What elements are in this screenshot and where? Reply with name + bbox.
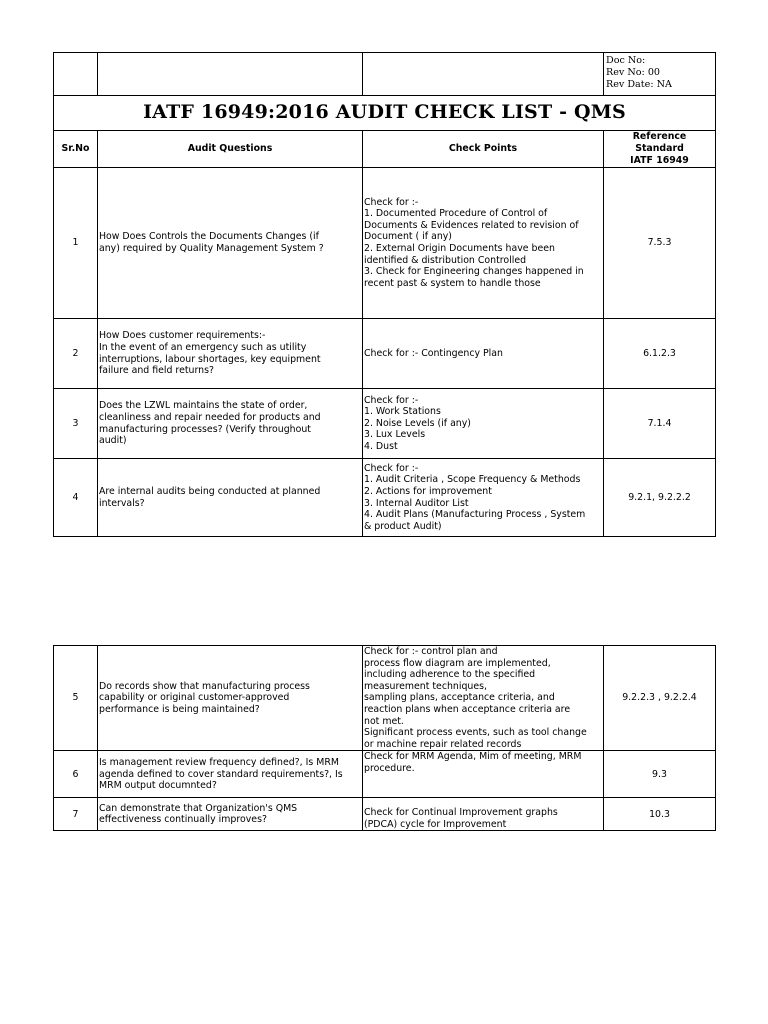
header-row [54, 131, 716, 168]
doc-info-cell [604, 53, 716, 96]
table-row [54, 646, 716, 751]
row-reference: 7.1.4 [604, 389, 716, 459]
row-sr-no: 1 [54, 168, 98, 319]
rev-no: Rev No: 00 [606, 67, 661, 78]
row-question: Do records show that manufacturing process capability or original customer-approved performance is being maintained? [98, 646, 363, 751]
row-sr-no: 2 [54, 319, 98, 389]
header-reference-standard: Reference Standard IATF 16949 [604, 131, 716, 168]
title-row [54, 96, 716, 131]
audit-checklist-table-page2 [53, 645, 716, 831]
header-sr-no: Sr.No [54, 131, 98, 168]
row-check-points: Check for Continual Improvement graphs (PDCA) cycle for Improvement [363, 798, 604, 831]
row-sr-no: 4 [54, 459, 98, 537]
row-check-points: Check for :- 1. Audit Criteria , Scope Frequency & Methods 2. Actions for improvement 3. Internal Auditor List 4. Audit Plans (Manufacturing Process , System & product Audit) [363, 459, 604, 537]
row-question: Does the LZWL maintains the state of order, cleanliness and repair needed for products and manufacturing processes? (Verify throughout audit) [98, 389, 363, 459]
audit-checklist-table-page1 [53, 52, 716, 537]
blank-cell [54, 53, 98, 96]
header-check-points: Check Points [363, 131, 604, 168]
row-check-points: Check for :- 1. Work Stations 2. Noise Levels (if any) 3. Lux Levels 4. Dust [363, 389, 604, 459]
blank-cell [98, 53, 363, 96]
row-reference: 10.3 [604, 798, 716, 831]
row-check-points: Check for :- 1. Documented Procedure of Control of Documents & Evidences related to revision of Document ( if any) 2. External Origin Documents have been identified & distribution Controlled 3. Check for Engineering changes happened in recent past & system to handle those [363, 168, 604, 319]
row-reference: 9.3 [604, 751, 716, 798]
row-sr-no: 3 [54, 389, 98, 459]
row-reference: 9.2.1, 9.2.2.2 [604, 459, 716, 537]
table-row [54, 459, 716, 537]
row-question: Is management review frequency defined?, Is MRM agenda defined to cover standard requirements?, Is MRM output documnted? [98, 751, 363, 798]
row-check-points: Check for :- control plan and process flow diagram are implemented, including adherence to the specified measurement techniques, sampling plans, acceptance criteria, and reaction plans when acceptance criteria are not met. Significant process events, such as tool change or machine repair related records [363, 646, 604, 751]
row-reference: 9.2.2.3 , 9.2.2.4 [604, 646, 716, 751]
row-check-points: Check for MRM Agenda, Mim of meeting, MRM procedure. [363, 751, 604, 798]
row-question: How Does Controls the Documents Changes (if any) required by Quality Management System ? [98, 168, 363, 319]
doc-no: Doc No: [606, 55, 646, 66]
page-title: IATF 16949:2016 AUDIT CHECK LIST - QMS [54, 96, 716, 131]
row-reference: 6.1.2.3 [604, 319, 716, 389]
table-row [54, 319, 716, 389]
rev-date: Rev Date: NA [606, 79, 672, 90]
row-check-points: Check for :- Contingency Plan [363, 319, 604, 389]
table-row [54, 798, 716, 831]
row-question: How Does customer requirements:- In the event of an emergency such as utility interruptions, labour shortages, key equipment failure and field returns? [98, 319, 363, 389]
table-row [54, 751, 716, 798]
row-sr-no: 5 [54, 646, 98, 751]
table-row [54, 168, 716, 319]
row-sr-no: 6 [54, 751, 98, 798]
doc-info-row [54, 53, 716, 96]
table-row [54, 389, 716, 459]
header-audit-questions: Audit Questions [98, 131, 363, 168]
row-question: Can demonstrate that Organization's QMS effectiveness continually improves? [98, 798, 363, 831]
row-reference: 7.5.3 [604, 168, 716, 319]
row-question: Are internal audits being conducted at planned intervals? [98, 459, 363, 537]
row-sr-no: 7 [54, 798, 98, 831]
blank-cell [363, 53, 604, 96]
